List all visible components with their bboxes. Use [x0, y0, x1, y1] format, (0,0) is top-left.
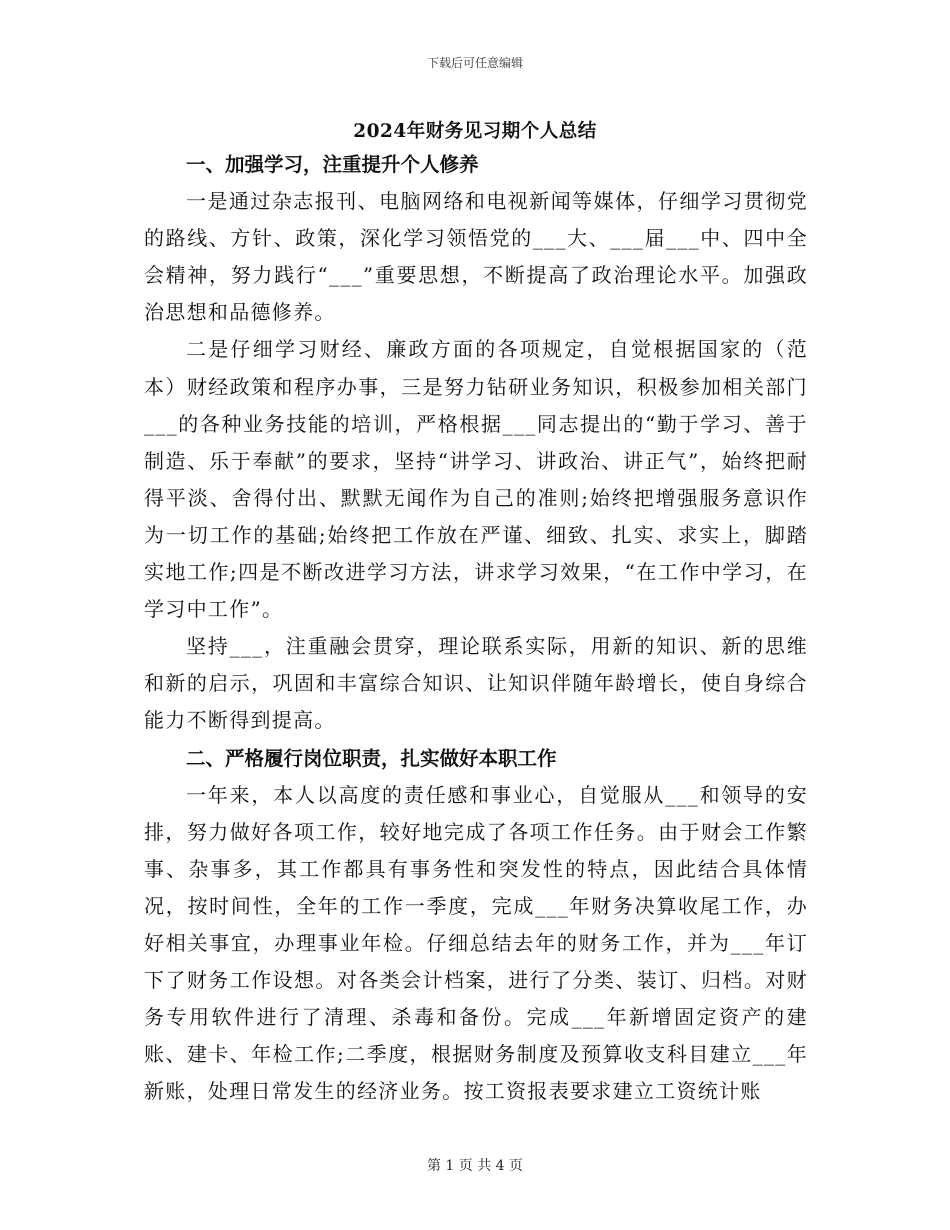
paragraph: 一是通过杂志报刊、电脑网络和电视新闻等媒体，仔细学习贯彻党的路线、方针、政策，深化学习领悟党的___大、___届___中、四中全会精神，努力践行“___”重要思想，不断提高了政治理论水平。加强政治思想和品德修养。 — [144, 189, 808, 325]
paragraph: 二是仔细学习财经、廉政方面的各项规定，自觉根据国家的（范本）财经政策和程序办事，三是努力钻研业务知识，积极参加相关部门___的各种业务技能的培训，严格根据___同志提出的“勤于学习、善于制造、乐于奉献”的要求，坚持“讲学习、讲政治、讲正气”，始终把耐得平淡、舍得付出、默默无闻作为自己的准则;始终把增强服务意识作为一切工作的基础;始终把工作放在严谨、细致、扎实、求实上，脚踏实地工作;四是不断改进学习方法，讲求学习效果，“在工作中学习，在学习中工作”。 — [144, 337, 808, 622]
document-title: 2024年财务见习期个人总结 — [353, 121, 597, 142]
page-footer: 第 1 页 共 4 页 — [426, 1158, 524, 1174]
section-heading-1: 一、加强学习，注重提升个人修养 — [186, 153, 479, 176]
paragraph: 一年来，本人以高度的责任感和事业心，自觉服从___和领导的安排，努力做好各项工作，较好地完成了各项工作任务。由于财会工作繁事、杂事多，其工作都具有事务性和突发性的特点，因此结合具体情况，按时间性，全年的工作一季度，完成___年财务决算收尾工作，办好相关事宜，办理事业年检。仔细总结去年的财务工作，并为___年订下了财务工作设想。对各类会计档案，进行了分类、装订、归档。对财务专用软件进行了清理、杀毒和备份。完成___年新增固定资产的建账、建卡、年检工作;二季度，根据财务制度及预算收支科目建立___年新账，处理日常发生的经济业务。按工资报表要求建立工资统计账 — [144, 782, 808, 1104]
header-note: 下载后可任意编辑 — [426, 56, 523, 70]
paragraph: 坚持___，注重融会贯穿，理论联系实际，用新的知识、新的思维和新的启示，巩固和丰富综合知识、让知识伴随年龄增长，使自身综合能力不断得到提高。 — [144, 634, 808, 733]
section-heading-2: 二、严格履行岗位职责，扎实做好本职工作 — [186, 746, 557, 770]
document-body — [144, 146, 808, 1110]
